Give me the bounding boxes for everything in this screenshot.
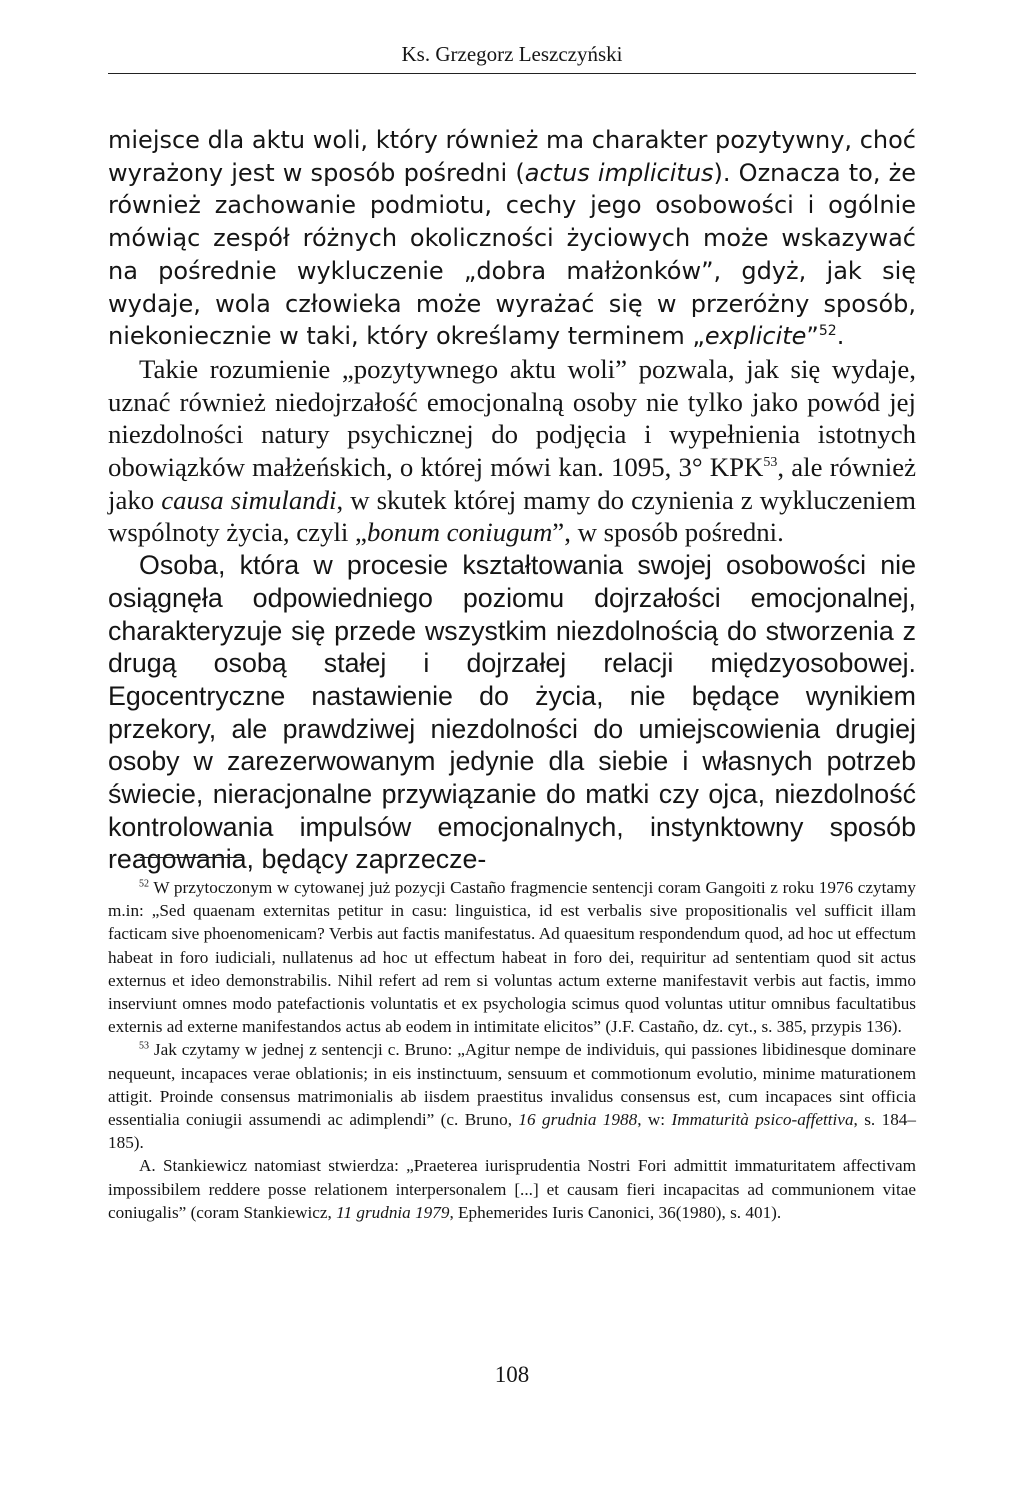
text-run: ” — [806, 322, 819, 351]
header-rule — [108, 73, 916, 74]
italic-text: bonum coniugum — [366, 517, 553, 548]
text-run: Jak czytamy w jednej z sentencji c. Bruno: „Agitur nempe de individuis, qui passiones libidinesque dominare nequeunt, incapaces verae oblationis; in eis instinctuum, sensuum et commotionum evolutio, minime maturationem attigit. Proinde consensus matrimonialis ab iisdem praestitus invalidus consensus est, cum incapaces sint officia essentialia coniugii assumendi ac adimplendi” (c. Bruno, — [108, 1040, 916, 1130]
footnote-53-continuation — [108, 1154, 916, 1224]
footnotes — [108, 876, 916, 1224]
footnote-ref: 53 — [763, 455, 778, 471]
body-text — [108, 124, 916, 876]
text-run: Osoba, która w procesie kształtowania swojej osobowości nie osiągnęła odpowiedniego poziomu dojrzałości emocjonalnej, charakteryzuje się przede wszystkim niezdolnością do stworzenia z drugą osobą stałej i dojrzałej relacji międzyosobowej. Egocentryczne nastawienie do życia, nie będące wynikiem przekory, ale prawdziwej niezdolności do umiejscowienia drugiej osoby w zarezerwowanym jedynie dla siebie i własnych potrzeb świecie, nieracjonalne przywiązanie do matki czy ojca, niezdolność kontrolowania impulsów emocjonalnych, instynktowny sposób reagowania, będący zaprzecze- — [108, 550, 916, 875]
text-run: ). Oznacza to, że również zachowanie podmiotu, cechy jego osobowości i ogólnie mówiąc zespół różnych okoliczności życiowych może wskazywać na pośrednie wykluczenie „dobra małżonków”, gdyż, jak się wydaje, wola człowieka może wyrażać się w przeróżny sposób, niekoniecznie w taki, który określamy terminem „ — [108, 158, 916, 351]
text-run: Takie rozumienie „pozytywnego aktu woli” pozwala, jak się wydaje, uznać również niedojrzałość emocjonalną osoby nie tylko jako powód jej niezdolności natury psychicznej do podjęcia i wypełnienia istotnych obowiązków małżeńskich, o której mówi kan. 1095, 3° KPK — [108, 353, 916, 483]
text-run: , ale również jako — [108, 452, 916, 515]
text-run: , w skutek której mamy do czynienia z wykluczeniem wspólnoty życia, czyli „ — [108, 484, 916, 548]
text-run: W przytoczonym w cytowanej już pozycji Castaño fragmencie sentencji coram Gangoiti z roku 1976 czytamy m.in: „Sed quaenam externitas petitur in casu: linguistica, id est verbalis sive propositionalis vel sufficit illam facticam sive phoenomenicam? Verbis aut factis manifestatus. Ad quaesitum respondendum quod, ad hoc ut effectum habeat in foro iudiciali, nullatenus ad hoc ut effectum habeat in foro dei, requiritur ad sententiam quod sit actus externus et ideo demonstrabilis. Nihil refert ad rem si voluntas actum externe manifestavit verbis aut factis, immo inserviunt omnes modo patefactionis voluntatis et ex psychologia scimus quod voluntas utitur omnibus facultatibus externis ad externe manifestandos actus ab eodem in intimitate elicitos” (J.F. Castaño, dz. cyt., s. 385, przypis 136). — [108, 878, 916, 1037]
text-run: , w: — [637, 1110, 672, 1130]
text-run: miejsce dla aktu woli, który również ma charakter pozytywny, choć wyrażony jest w sposób pośredni ( — [108, 126, 916, 187]
text-run: ”, w sposób pośredni. — [552, 517, 784, 548]
text-run: , s. 184–185). — [108, 1110, 916, 1153]
italic-text: actus implicitus — [524, 158, 714, 187]
italic-text: Immaturità psico-affettiva — [671, 1110, 854, 1130]
footnote-52 — [108, 876, 916, 1038]
footnote-ref: 52 — [139, 878, 149, 890]
italic-text: 16 grudnia 1988 — [518, 1110, 638, 1130]
body-paragraph-2 — [108, 353, 916, 549]
text-run: A. Stankiewicz natomiast stwierdza: „Praeterea iurisprudentia Nostri Fori admittit immaturitatem affectivam impossibilem reddere posse relationem interpersonalem [...] et causam fieri incapacitas ad communionem vitae coniugalis” (coram Stankiewicz, — [108, 1156, 916, 1222]
italic-text: explicite — [704, 322, 807, 351]
text-run: , Ephemerides Iuris Canonici, 36(1980), s. 401). — [449, 1202, 782, 1222]
italic-text: causa simulandi — [161, 484, 337, 515]
footnote-rule — [140, 857, 243, 858]
text-run: . — [836, 322, 845, 351]
italic-text: 11 grudnia 1979 — [336, 1202, 450, 1222]
body-paragraph-1 — [108, 124, 916, 353]
footnote-ref: 53 — [139, 1040, 149, 1052]
footnote-53 — [108, 1038, 916, 1154]
page-number: 108 — [494, 1362, 530, 1387]
body-paragraph-3 — [108, 549, 916, 876]
running-head: Ks. Grzegorz Leszczyński — [401, 42, 623, 66]
footnote-ref: 52 — [818, 323, 837, 340]
